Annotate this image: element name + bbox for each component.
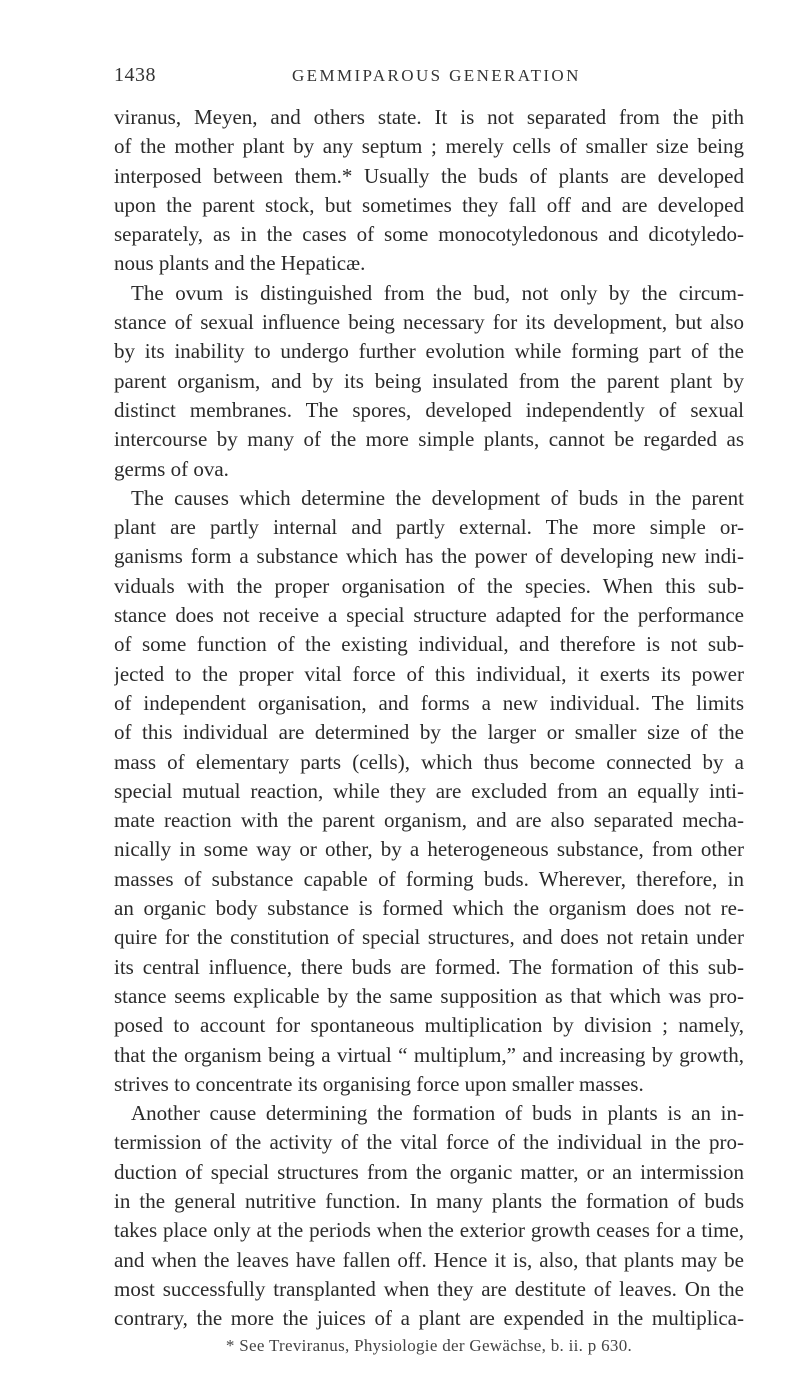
- text-line: jected to the proper vital force of this individual, it exerts its power: [114, 661, 744, 686]
- text-line: of some function of the existing individual, and therefore is not sub-: [114, 632, 744, 657]
- text-line: special mutual reaction, while they are excluded from an equally inti-: [114, 778, 744, 803]
- footnote: * See Treviranus, Physiologie der Gewächse, b. ii. p 630.: [225, 1336, 633, 1355]
- text-line: quire for the constitution of special structures, and does not retain under: [114, 925, 744, 950]
- text-line: strives to concentrate its organising force upon smaller masses.: [114, 1071, 644, 1096]
- paragraph-start-line: Another cause determining the formation of buds in plants is an in-: [131, 1101, 744, 1126]
- text-line: that the organism being a virtual “ multiplum,” and increasing by growth,: [114, 1042, 744, 1067]
- text-line: of the mother plant by any septum ; merely cells of smaller size being: [114, 134, 744, 159]
- text-line: of this individual are determined by the larger or smaller size of the: [114, 720, 744, 745]
- text-line: an organic body substance is formed which the organism does not re-: [114, 896, 744, 921]
- text-line: of independent organisation, and forms a new individual. The limits: [114, 690, 744, 715]
- text-line: its central influence, there buds are formed. The formation of this sub-: [114, 954, 744, 979]
- text-line: plant are partly internal and partly external. The more simple or-: [114, 515, 744, 540]
- body-text: [114, 103, 744, 1333]
- text-line: parent organism, and by its being insulated from the parent plant by: [114, 368, 744, 393]
- text-line: separately, as in the cases of some monocotyledonous and dicotyledo-: [114, 222, 744, 247]
- text-line: stance does not receive a special structure adapted for the performance: [114, 603, 744, 628]
- text-line: duction of special structures from the organic matter, or an intermission: [114, 1159, 744, 1184]
- running-title: GEMMIPAROUS GENERATION: [292, 66, 581, 85]
- running-head: [114, 64, 744, 88]
- text-line: nous plants and the Hepaticæ.: [114, 251, 366, 276]
- paragraph-start-line: The ovum is distinguished from the bud, not only by the circum-: [131, 280, 744, 305]
- text-line: and when the leaves have fallen off. Hence it is, also, that plants may be: [114, 1247, 744, 1272]
- text-line: intercourse by many of the more simple plants, cannot be regarded as: [114, 427, 744, 452]
- text-line: stance seems explicable by the same supposition as that which was pro-: [114, 983, 744, 1008]
- text-line: masses of substance capable of forming buds. Wherever, therefore, in: [114, 866, 744, 891]
- paragraph-start-line: The causes which determine the development of buds in the parent: [131, 485, 744, 510]
- text-line: nically in some way or other, by a heterogeneous substance, from other: [114, 837, 744, 862]
- text-line: stance of sexual influence being necessary for its development, but also: [114, 310, 744, 335]
- text-line: most successfully transplanted when they are destitute of leaves. On the: [114, 1276, 744, 1301]
- text-line: interposed between them.* Usually the buds of plants are developed: [114, 163, 744, 188]
- text-line: viduals with the proper organisation of the species. When this sub-: [114, 573, 744, 598]
- text-line: posed to account for spontaneous multiplication by division ; namely,: [114, 1013, 744, 1038]
- text-line: mass of elementary parts (cells), which thus become connected by a: [114, 749, 744, 774]
- text-line: by its inability to undergo further evolution while forming part of the: [114, 339, 744, 364]
- text-line: distinct membranes. The spores, developed independently of sexual: [114, 397, 744, 422]
- text-line: mate reaction with the parent organism, and are also separated mecha-: [114, 808, 744, 833]
- text-line: in the general nutritive function. In many plants the formation of buds: [114, 1188, 744, 1213]
- text-line: germs of ova.: [114, 456, 229, 481]
- page-number: 1438: [114, 64, 156, 86]
- text-line: termission of the activity of the vital force of the individual in the pro-: [114, 1130, 744, 1155]
- text-line: ganisms form a substance which has the power of developing new indi-: [114, 544, 744, 569]
- text-line: viranus, Meyen, and others state. It is not separated from the pith: [114, 105, 744, 129]
- text-line: takes place only at the periods when the exterior growth ceases for a time,: [114, 1218, 744, 1243]
- text-line: upon the parent stock, but sometimes they fall off and are developed: [114, 192, 744, 217]
- text-line: contrary, the more the juices of a plant are expended in the multiplica-: [114, 1306, 744, 1331]
